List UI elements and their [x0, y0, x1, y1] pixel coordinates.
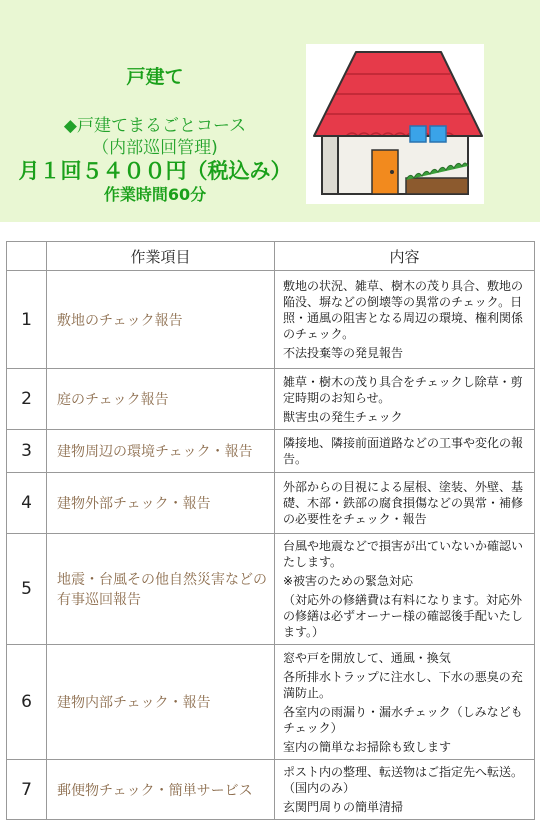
desc-line: 外部からの目視による屋根、塗装、外壁、基礎、木部・鉄部の腐食損傷などの異常・補修の必要性をチェック・報告 [283, 480, 524, 526]
house-illustration [306, 44, 484, 204]
table-row [7, 534, 535, 645]
row-number: 2 [7, 369, 47, 430]
row-description [275, 430, 535, 473]
table-row [7, 645, 535, 760]
desc-line: 各室内の雨漏り・漏水チェック（しみなどもチェック） [283, 704, 523, 735]
desc-line: 玄関門周りの簡単清掃 [283, 800, 404, 814]
row-item: 建物外部チェック・報告 [47, 473, 275, 534]
row-description [275, 473, 535, 534]
table-row [7, 369, 535, 430]
page-title: 戸建て [126, 66, 184, 88]
header-banner [0, 0, 540, 222]
desc-line: ※被害のための緊急対応 [283, 574, 414, 588]
row-description [275, 369, 535, 430]
row-item: 建物内部チェック・報告 [47, 645, 275, 760]
header-no-cell [7, 242, 47, 271]
work-time-label: 作業時間60分 [103, 185, 207, 204]
desc-line: 台風や地震などで損害が出ていないか確認いたします。 [283, 539, 524, 569]
desc-line: 各所排水トラップに注水し、下水の悪臭の充満防止。 [283, 669, 523, 700]
table-row [7, 271, 535, 369]
row-number: 5 [7, 534, 47, 645]
row-number: 7 [7, 760, 47, 820]
service-table [6, 241, 535, 820]
desc-line: 獣害虫の発生チェック [283, 409, 403, 424]
row-number: 3 [7, 430, 47, 473]
desc-line: 不法投棄等の発見報告 [283, 346, 404, 360]
row-number: 1 [7, 271, 47, 369]
row-item: 地震・台風その他自然災害などの有事巡回報告 [47, 534, 275, 645]
header-content: 内容 [275, 242, 535, 271]
desc-line: 隣接地、隣接前面道路などの工事や変化の報告。 [283, 436, 524, 466]
table-row [7, 473, 535, 534]
row-description [275, 760, 535, 820]
row-description [275, 645, 535, 760]
course-name: ◆戸建てまるごとコース [63, 116, 247, 136]
row-item: 敷地のチェック報告 [47, 271, 275, 369]
desc-line: 敷地の状況、雑草、樹木の茂り具合、敷地の陥没、塀などの倒壊等の異常のチェック。日照・通風の阻害となる周辺の環境、権利関係のチェック。 [283, 279, 524, 341]
course-subtitle: （内部巡回管理) [92, 138, 218, 158]
row-item: 郵便物チェック・簡単サービス [47, 760, 275, 820]
price-label: 月１回５４００円（税込み） [18, 159, 292, 183]
house-icon [306, 44, 484, 204]
row-description [275, 271, 535, 369]
table-header-row [7, 242, 535, 271]
row-item: 庭のチェック報告 [47, 369, 275, 430]
table-row [7, 430, 535, 473]
desc-line: 室内の簡単なお掃除も致します [283, 739, 452, 754]
desc-line: （対応外の修繕費は有料になります。対応外の修繕は必ずオーナー様の確認後手配いたします。） [283, 593, 523, 639]
desc-line: 雑草・樹木の茂り具合をチェックし除草・剪定時期のお知らせ。 [283, 374, 523, 405]
desc-line: 窓や戸を開放して、通風・換気 [283, 650, 451, 665]
table-row [7, 760, 535, 820]
row-description [275, 534, 535, 645]
row-item: 建物周辺の環境チェック・報告 [47, 430, 275, 473]
row-number: 4 [7, 473, 47, 534]
row-number: 6 [7, 645, 47, 760]
header-item: 作業項目 [47, 242, 275, 271]
desc-line: ポスト内の整理、転送物はご指定先へ転送。（国内のみ） [283, 765, 524, 795]
